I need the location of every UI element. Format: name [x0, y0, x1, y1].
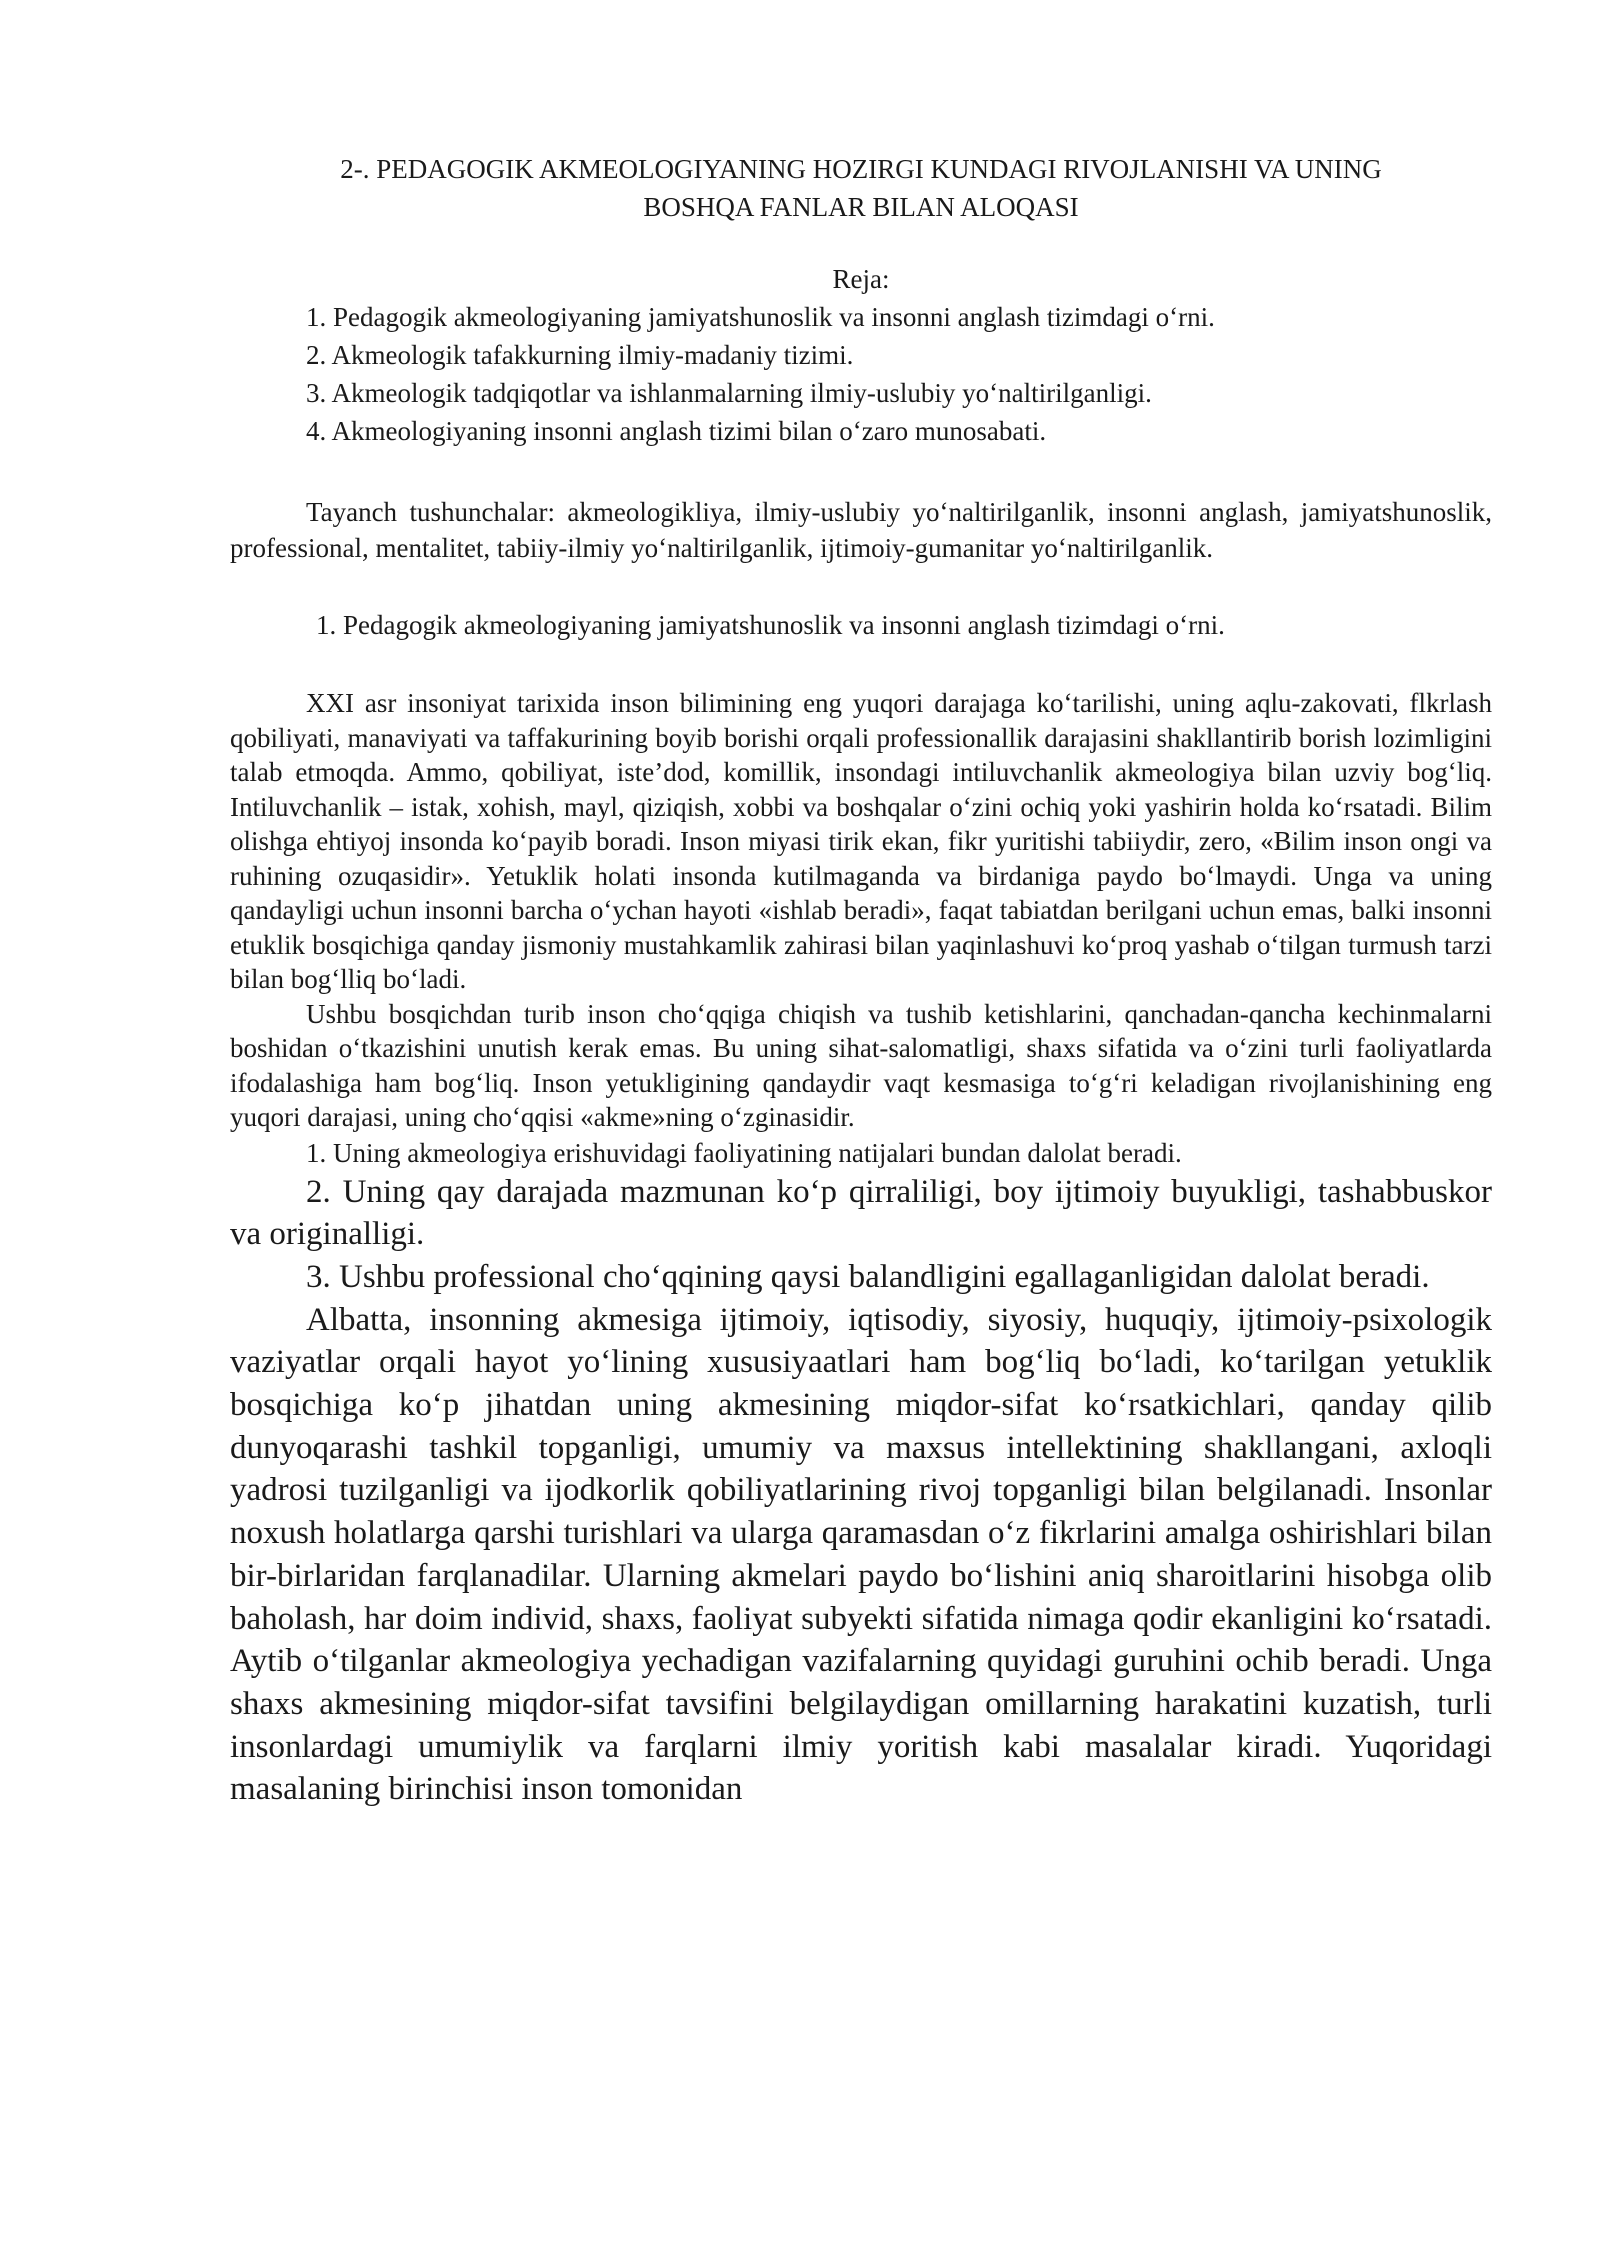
plan-item: 3. Akmeologik tadqiqotlar va ishlanmalarning ilmiy-uslubiy yo‘naltirilganligi. — [306, 378, 1152, 408]
plan-item: 1. Pedagogik akmeologiyaning jamiyatshunoslik va insonni anglash tizimdagi o‘rni. — [306, 302, 1215, 332]
document-title — [230, 150, 1492, 226]
section-heading: 1. Pedagogik akmeologiyaning jamiyatshunoslik va insonni anglash tizimdagi o‘rni. — [316, 610, 1225, 640]
plan-list — [230, 298, 1492, 450]
numbered-item: 3. Ushbu professional cho‘qqining qaysi balandligini egallaganligidan dalolat beradi. — [306, 1258, 1430, 1295]
title-line-2: BOSHQA FANLAR BILAN ALOQASI — [643, 192, 1079, 222]
plan-heading: Reja: — [832, 264, 890, 294]
document-page — [230, 150, 1492, 1811]
body-paragraph: Ushbu bosqichdan turib inson cho‘qqiga chiqish va tushib ketishlarini, qanchadan-qancha kechinmalarni boshidan o‘tkazishini unutish kerak emas. Bu uning sihat-salomatligi, shaxs sifatida va o‘zini turli faoliyatlarda ifodalashiga ham bog‘liq. Inson yetukligining qandaydir vaqt kesmasiga to‘g‘ri keladigan rivojlanishining eng yuqori darajasi, uning cho‘qqisi «akme»ning o‘zginasidir. — [230, 998, 1492, 1132]
title-line-1: 2-. PEDAGOGIK AKMEOLOGIYANING HOZIRGI KUNDAGI RIVOJLANISHI VA UNING — [340, 154, 1382, 184]
keywords-paragraph: Tayanch tushunchalar: akmeologikliya, ilmiy-uslubiy yo‘naltirilganlik, insonni anglash, jamiyatshunoslik, professional, mentalitet, tabiiy-ilmiy yo‘naltirilganlik, ijtimoiy-gumanitar yo‘naltirilganlik. — [230, 497, 1492, 563]
body-paragraph: Albatta, insonning akmesiga ijtimoiy, iqtisodiy, siyosiy, huquqiy, ijtimoiy-psixologik vaziyatlar orqali hayot yo‘lining xususiyaatlari ham bog‘liq bo‘ladi, ko‘tarilgan yetuklik bosqichiga ko‘p jihatdan uning akmesining miqdor-sifat ko‘rsatkichlari, qanday qilib dunyoqarashi tashkil topganligi, umumiy va maxsus intellektining shakllangani, axloqli yadrosi tuzilganligi va ijodkorlik qobiliyatlarining rivoj topganligi bilan belgilanadi. Insonlar noxush holatlarga qarshi turishlari va ularga qaramasdan o‘z fikrlarini amalga oshirishlari bilan bir-birlaridan farqlanadilar. Ularning akmelari paydo bo‘lishini aniq sharoitlarini hisobga olib baholash, har doim individ, shaxs, faoliyat subyekti sifatida nimaga qodir ekanligini ko‘rsatadi. Aytib o‘tilganlar akmeologiya yechadigan vazifalarning quyidagi guruhini ochib beradi. Unga shaxs akmesining miqdor-sifat tavsifini belgilaydigan omillarning harakatini kuzatish, turli insonlardagi umumiylik va farqlarni ilmiy yoritish kabi masalalar kiradi. Yuqoridagi masalaning birinchisi inson tomonidan — [230, 1301, 1492, 1808]
body-paragraph: XXI asr insoniyat tarixida inson bilimining eng yuqori darajaga ko‘tarilishi, uning aqlu-zakovati, flkrlash qobiliyati, manaviyati va taffakurining boyib borishi orqali professionallik darajasini shakllantirib borish lozimligini talab etmoqda. Ammo, qobiliyat, iste’dod, komillik, insondagi intiluvchanlik akmeologiya bilan uzviy bog‘liq. Intiluvchanlik – istak, xohish, mayl, qiziqish, xobbi va boshqalar o‘zini ochiq yoki yashirin holda ko‘rsatadi. Bilim olishga ehtiyoj insonda ko‘payib boradi. Inson miyasi tirik ekan, fikr yuritishi tabiiydir, zero, «Bilim inson ongi va ruhining ozuqasidir». Yetuklik holati insonda kutilmaganda va birdaniga paydo bo‘lmaydi. Unga va uning qandayligi uchun insonni barcha o‘ychan hayoti «ishlab beradi», faqat tabiatdan berilgani uchun emas, balki insonni etuklik bosqichiga qanday jismoniy mustahkamlik zahirasi bilan yaqinlashuvi ko‘proq yashab o‘tilgan turmush tarzi bilan bog‘lliq bo‘ladi. — [230, 688, 1492, 994]
numbered-item: 2. Uning qay darajada mazmunan ko‘p qirraliligi, boy ijtimoiy buyukligi, tashabbuskor va originalligi. — [230, 1173, 1492, 1253]
numbered-item: 1. Uning akmeologiya erishuvidagi faoliyatining natijalari bundan dalolat beradi. — [306, 1137, 1182, 1168]
plan-item: 2. Akmeologik tafakkurning ilmiy-madaniy tizimi. — [306, 340, 854, 370]
plan-item: 4. Akmeologiyaning insonni anglash tizimi bilan o‘zaro munosabati. — [306, 416, 1047, 446]
